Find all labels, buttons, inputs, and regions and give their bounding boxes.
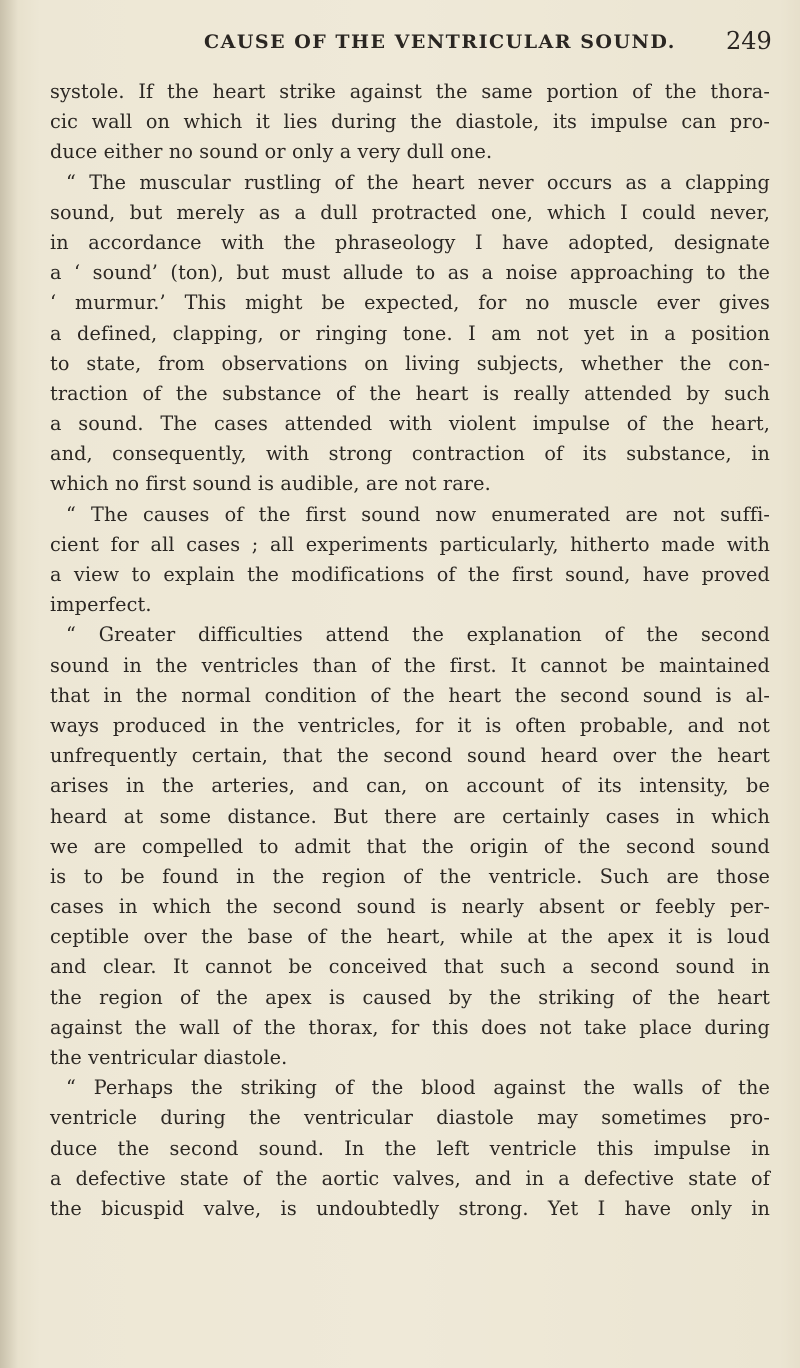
text-line: “ The muscular rustling of the heart never occurs as a clapping xyxy=(66,170,770,194)
text-line: cic wall on which it lies during the diastole, its impulse can pro- xyxy=(50,110,770,134)
text-line: imperfect. xyxy=(50,593,152,617)
text-line: sound, but merely as a dull protracted one, which I could never, xyxy=(50,200,770,224)
text-line: to state, from observations on living subjects, whether the con- xyxy=(50,351,770,375)
spine-shadow xyxy=(0,0,18,1368)
text-line: arises in the arteries, and can, on account of its intensity, be xyxy=(50,774,770,798)
text-line: in accordance with the phraseology I have adopted, designate xyxy=(50,230,770,254)
text-line: sound in the ventricles than of the first. It cannot be maintained xyxy=(50,653,770,677)
text-line: is to be found in the region of the ventricle. Such are those xyxy=(50,864,770,888)
text-line: a sound. The cases attended with violent impulse of the heart, xyxy=(50,412,770,436)
text-line: a view to explain the modifications of the first sound, have proved xyxy=(50,563,770,586)
text-line: ceptible over the base of the heart, while at the apex it is loud xyxy=(50,925,770,949)
body-text xyxy=(50,77,770,1224)
text-line: duce either no sound or only a very dull one. xyxy=(50,140,493,164)
text-line: a defined, clapping, or ringing tone. I am not yet in a position xyxy=(50,321,770,345)
text-line: duce the second sound. In the left ventricle this impulse in xyxy=(50,1136,770,1160)
text-line: a defective state of the aortic valves, and in a defective state of xyxy=(50,1166,770,1190)
running-head-title: CAUSE OF THE VENTRICULAR SOUND. xyxy=(204,31,676,53)
text-line: the bicuspid valve, is undoubtedly strong. Yet I have only in xyxy=(50,1196,770,1220)
text-line: which no first sound is audible, are not rare. xyxy=(50,472,491,496)
text-line: systole. If the heart strike against the same portion of the thora- xyxy=(50,80,770,103)
text-line: the region of the apex is caused by the striking of the heart xyxy=(50,985,770,1009)
text-line: traction of the substance of the heart is really attended by such xyxy=(50,381,770,405)
text-line: ways produced in the ventricles, for it is often probable, and not xyxy=(50,713,770,737)
text-line: the ventricular diastole. xyxy=(50,1046,288,1069)
text-line: ‘ murmur.’ This might be expected, for no muscle ever gives xyxy=(50,291,770,315)
text-line: “ The causes of the first sound now enumerated are not suffi- xyxy=(66,502,770,526)
text-line: and clear. It cannot be conceived that such a second sound in xyxy=(50,955,770,979)
text-line: against the wall of the thorax, for this does not take place during xyxy=(50,1015,770,1039)
text-line: heard at some distance. But there are certainly cases in which xyxy=(50,804,770,828)
text-line: cases in which the second sound is nearly absent or feebly per- xyxy=(50,895,770,919)
page-number: 249 xyxy=(726,27,772,55)
text-line: cient for all cases ; all experiments particularly, hitherto made with xyxy=(50,532,770,556)
text-line: and, consequently, with strong contraction of its substance, in xyxy=(50,442,770,466)
text-line: ventricle during the ventricular diastole may sometimes pro- xyxy=(50,1106,770,1130)
text-line: “ Greater difficulties attend the explanation of the second xyxy=(66,623,770,647)
running-head xyxy=(0,27,800,57)
text-line: that in the normal condition of the heart the second sound is al- xyxy=(50,683,770,707)
text-line: unfrequently certain, that the second sound heard over the heart xyxy=(50,744,770,768)
text-line: “ Perhaps the striking of the blood against the walls of the xyxy=(66,1076,770,1100)
text-line: a ‘ sound’ (ton), but must allude to as a noise approaching to the xyxy=(50,261,770,285)
text-line: we are compelled to admit that the origin of the second sound xyxy=(50,834,770,858)
